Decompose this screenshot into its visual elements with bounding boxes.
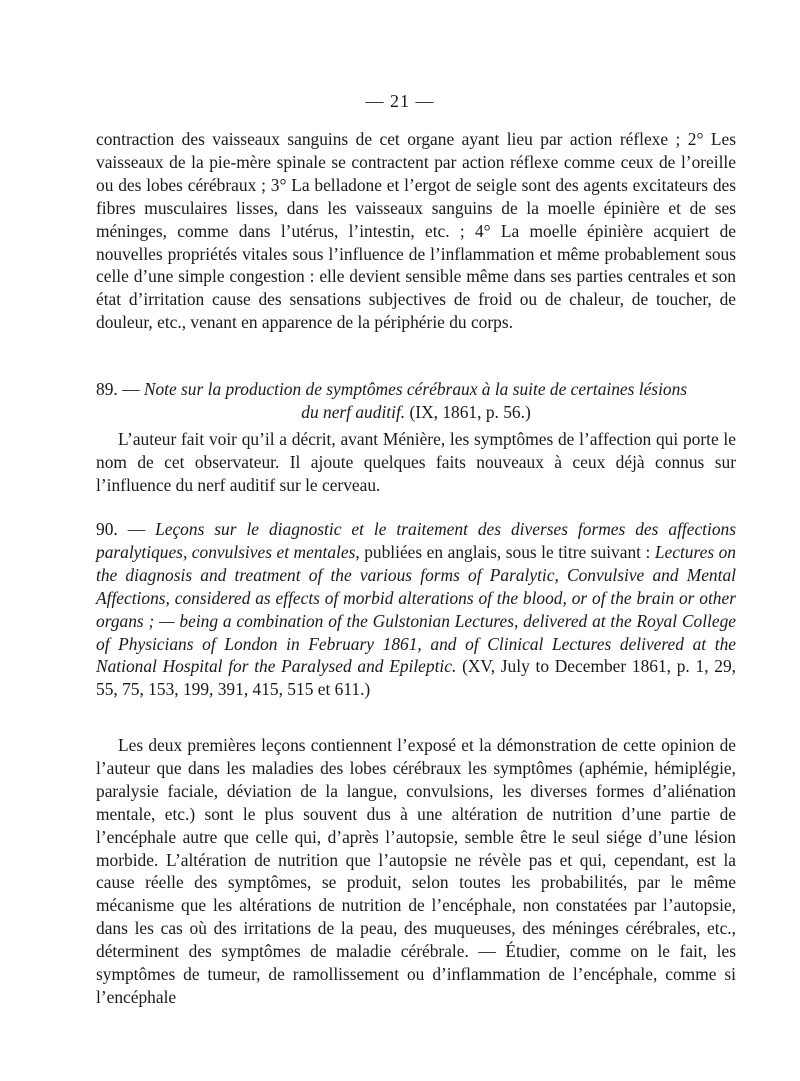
continuation-paragraph: contraction des vaisseaux sanguins de cet organe ayant lieu par action réflexe ; 2° Les vaisseaux de la pie-mère spinale se contractent par action réflexe comme ceux de l’oreille ou des lobes cérébraux ; 3° La belladone et l’ergot de seigle sont des agents excitateurs des fibres musculaires lisses, dans les vaisseaux sanguins de la moelle épinière et de ses méninges, comme dans l’utérus, l’intestin, etc. ; 4° La moelle épinière acquiert de nouvelles propriétés vitales sous l’influence de l’inflammation et même probablement sous celle d’une simple congestion : elle devient sensible même dans ses parties centrales et son état d’irritation cause des sensations subjectives de froid ou de chaleur, de toucher, de douleur, etc., venant en apparence de la périphérie du corps. <box>96 129 736 333</box>
entry-90-heading <box>96 518 736 701</box>
entry-89-number: 89. — <box>96 379 140 399</box>
entry-89-title-line1: Note sur la production de symptômes cérébraux à la suite de certaines lésions <box>143 379 688 399</box>
entry-90-body: Les deux premières leçons contiennent l’exposé et la démonstration de cette opinion de l’auteur que dans les maladies des lobes cérébraux les symptômes (aphémie, hémiplégie, paralysie faciale, déviation de la langue, convulsions, les diverses formes d’aliénation mentale, etc.) sont le plus souvent dus à une altération de nutrition d’une partie de l’encéphale autre que celle qui, d’après l’autopsie, semble être le seul siége d’une lésion morbide. L’altération de nutrition que l’autopsie ne révèle pas et qui, cependant, est la cause réelle des symptômes, se produit, selon toutes les probabilités, par le même mécanisme que les altérations de nutrition de l’encéphale, non constatées par l’autopsie, dans les cas où des irritations de la peau, des muqueuses, des méninges cérébrales, etc., déterminent des symptômes de maladie cérébrale. — Étudier, comme on le fait, les symptômes de tumeur, de ramollissement ou d’inflammation de l’encéphale, comme si l’encéphale <box>96 735 736 1007</box>
entry-89-body: L’auteur fait voir qu’il a décrit, avant Ménière, les symptômes de l’affection qui porte le nom de cet observateur. Il ajoute quelques faits nouveaux à ceux déjà connus sur l’influence du nerf auditif sur le cerveau. <box>96 429 736 495</box>
page-number: — 21 — <box>365 91 435 111</box>
entry-89-heading <box>96 378 736 424</box>
entry-90-title-en: Lectures on the diagnosis and treatment of the various forms of Paralytic, Convulsive and Mental Affections, considered as effects of morbid alterations of the blood, or of the brain or other organs ; — being a combination of the Gulstonian Lectures, delivered at the Royal College of Physicians of London in February 1861, and of Clinical Lectures delivered at the National Hospital for the Paralysed and Epileptic. <box>96 541 736 677</box>
entry-89-title-line2: du nerf auditif. <box>301 401 406 422</box>
entry-90-number: 90. — <box>96 519 146 539</box>
entry-89-citation: (IX, 1861, p. 56.) <box>409 401 531 422</box>
entry-90-title-fr: Leçons sur le diagnostic et le traitement des diverses formes des affections paralytiques, convulsives et mentales <box>96 519 736 562</box>
entry-90-intro: , publiées en anglais, sous le titre suivant : <box>355 541 651 562</box>
entry-90-citation: (XV, July to December 1861, p. 1, 29, 55, 75, 153, 199, 391, 415, 515 et 611.) <box>96 656 736 700</box>
